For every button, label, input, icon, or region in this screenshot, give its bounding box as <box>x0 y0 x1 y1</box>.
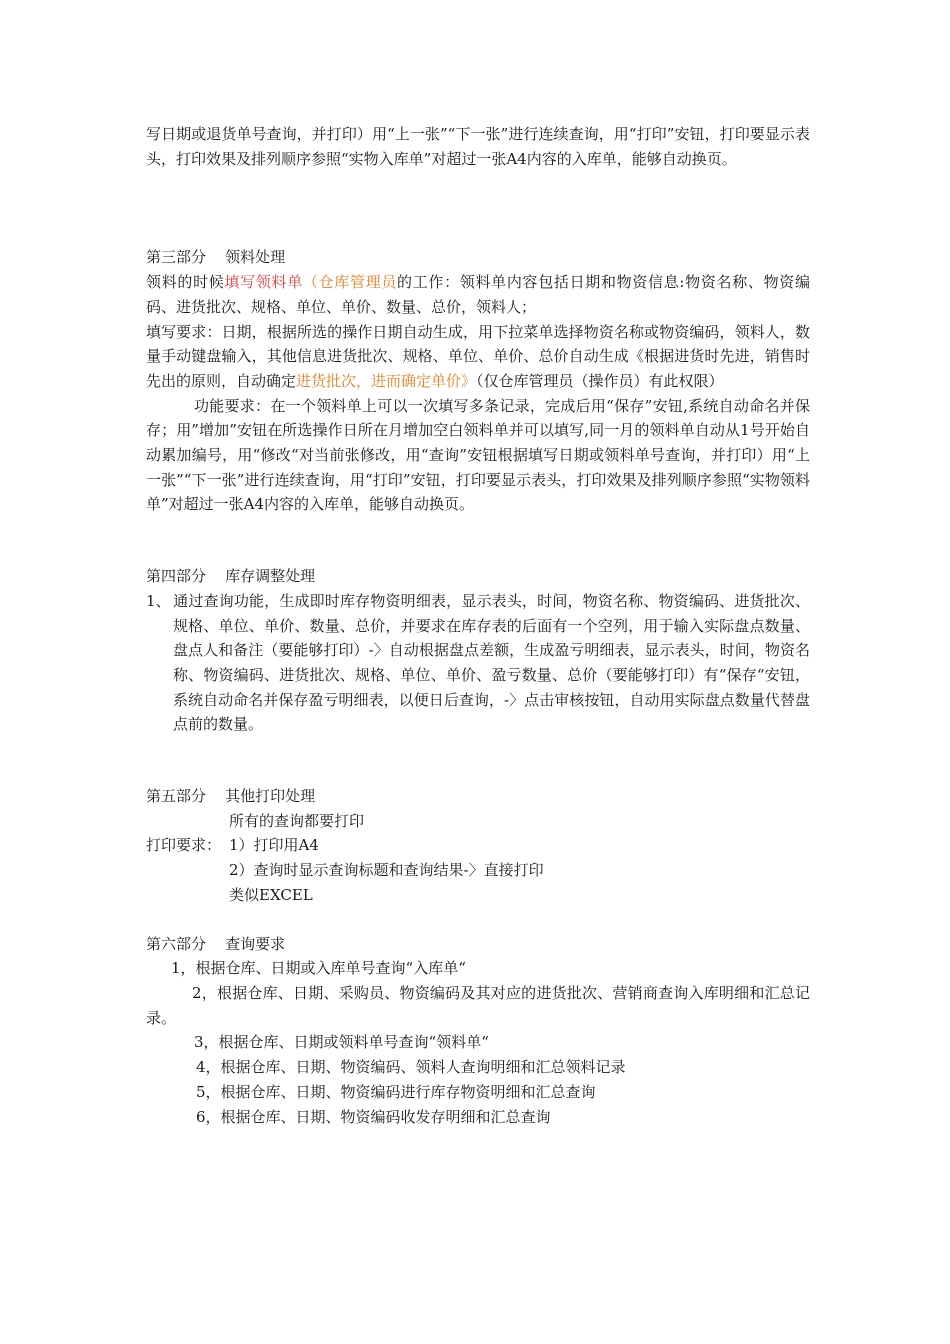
spacer <box>146 908 810 932</box>
part6-heading: 第六部分 查询要求 <box>146 934 286 953</box>
part5-print-label: 打印要求： <box>146 836 222 855</box>
spacer <box>146 517 810 564</box>
part5-req-2: 2）查询时显示查询标题和查询结果-〉直接打印 <box>229 861 544 880</box>
part3-p2-highlight-orange: 进货批次，进而确定单价》 <box>296 371 477 390</box>
part3-p1-highlight-orange: （仓库管理员 <box>302 273 398 292</box>
part3-p1-highlight-red: 填写领料单 <box>224 273 303 292</box>
part3-p1-rest: 的工作：领料单内容包括日期和物资信息:物资名称、物资编码、进货批次、规格、单位、单价、数量、总价，领料人； <box>146 273 810 316</box>
part3-p1-lead: 领料的时候 <box>146 273 225 292</box>
part4-heading: 第四部分 库存调整处理 <box>146 567 316 586</box>
part4-item-1-text: 通过查询功能，生成即时库存物资明细表，显示表头，时间，物资名称、物资编码、进货批次、规格、单位、单价、数量、总价，并要求在库存表的后面有一个空列，用于输入实际盘点数量、盘点人和备注（要能够打印）-〉自动根据盘点差额，生成盈亏明细表，显示表头，时间，物资名称、物资编码、进货批次、规格、单位、单价、盈亏数量、总价（要能够打印）有“保存“安钮，系统自动命名并保存盈亏明细表，以便日后查询，-〉点击审核按钮，自动用实际盘点数量代替盘点前的数量。 <box>173 591 810 734</box>
part6-query-6: 6，根据仓库、日期、物资编码收发存明细和汇总查询 <box>196 1107 551 1126</box>
part3-heading: 第三部分 领料处理 <box>146 248 286 267</box>
part6-query-2: 2，根据仓库、日期、采购员、物资编码及其对应的进货批次、营销商查询入库明细和汇总记录。 <box>146 983 810 1027</box>
part6-query-3: 3，根据仓库、日期或领料单号查询“领料单“ <box>194 1033 489 1052</box>
part4-item-1-number: 1、 <box>146 591 171 610</box>
part5-line-1: 所有的查询都要打印 <box>229 811 365 830</box>
top-paragraph: 写日期或退货单号查询，并打印）用“上一张”“下一张”进行连续查询，用“打印”安钮，打印要显示表头，打印效果及排列顺序参照“实物入库单”对超过一张A4内容的入库单，能够自动换页。 <box>146 125 810 168</box>
spacer <box>146 171 810 245</box>
part5-heading: 第五部分 其他打印处理 <box>146 787 316 806</box>
part6-query-4: 4，根据仓库、日期、物资编码、领料人查询明细和汇总领料记录 <box>196 1058 626 1077</box>
part3-p2-lead: 填写要求：日期，根据所选的操作日期自动生成，用下拉菜单选择物资名称或物资编码，领料人，数量手动键盘输入，其他信息进货批次、规格、单位、单价、总价自动生成《根据进货时先进，销售时先出的原则，自动确定 <box>146 322 810 390</box>
part5-req-1: 1）打印用A4 <box>229 836 319 855</box>
spacer <box>146 737 810 784</box>
part6-query-1: 1，根据仓库、日期或入库单号查询“入库单“ <box>171 959 466 978</box>
part3-paragraph-1 <box>146 270 810 319</box>
part5-req-3: 类似EXCEL <box>229 885 313 904</box>
document-page <box>146 122 810 1129</box>
part5-print-req-1 <box>146 833 810 858</box>
part4-item-1 <box>146 589 810 737</box>
part3-paragraph-2 <box>146 320 810 394</box>
part3-paragraph-3: 功能要求：在一个领料单上可以一次填写多条记录，完成后用“保存”安钮,系统自动命名并保存；用”增加”安钮在所选操作日所在月增加空白领料单并可以填写,同一月的领料单自动从1号开始自动累加编号，用“修改“对当前张修改，用“查询”安钮根据填写日期或领料单号查询，并打印）用“上一张”“下一张”进行连续查询，用“打印”安钮，打印要显示表头，打印效果及排列顺序参照“实物领料单”对超过一张A4内容的入库单，能够自动换页。 <box>146 396 810 514</box>
part6-query-5: 5，根据仓库、日期、物资编码进行库存物资明细和汇总查询 <box>196 1082 596 1101</box>
part3-p2-rest: （仅仓库管理员（操作员）有此权限） <box>476 371 724 390</box>
